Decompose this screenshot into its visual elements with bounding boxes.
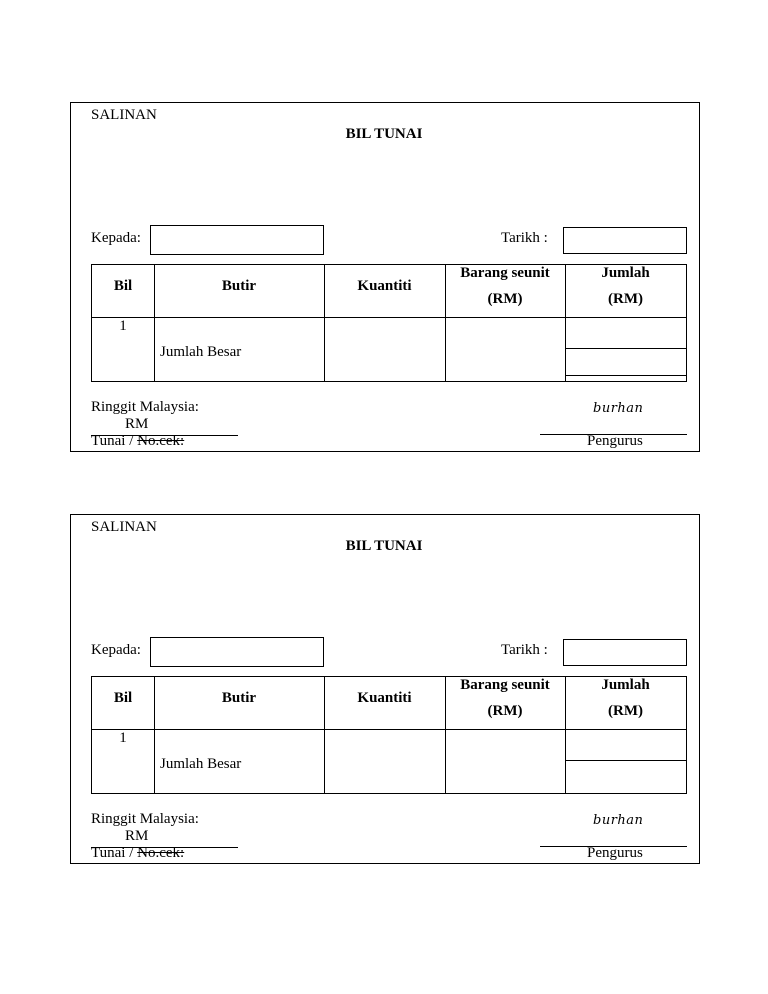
header-butir: Butir xyxy=(221,690,257,706)
ringgit-label: Ringgit Malaysia: xyxy=(91,399,199,415)
header-bil: Bil xyxy=(113,278,133,294)
header-divider xyxy=(92,729,686,730)
header-jumlah: Jumlah xyxy=(601,265,650,281)
header-jumlah: Jumlah xyxy=(601,677,650,693)
signer-title: Pengurus xyxy=(587,433,643,449)
signature: burhan xyxy=(593,401,644,416)
total-divider xyxy=(565,348,686,349)
to-field[interactable] xyxy=(150,637,324,667)
date-label: Tarikh : xyxy=(501,230,548,246)
total-underline xyxy=(565,375,686,376)
payment-cheque-label: No.cek: xyxy=(137,845,185,861)
header-barang-unit: (RM) xyxy=(487,291,523,307)
date-field[interactable] xyxy=(563,227,687,254)
signature: burhan xyxy=(593,813,644,828)
header-bil: Bil xyxy=(113,690,133,706)
copy-label: SALINAN xyxy=(91,107,157,123)
payment-cash-label: Tunai / xyxy=(91,845,134,861)
items-table xyxy=(91,264,687,382)
header-barang-seunit: Barang seunit xyxy=(460,265,550,281)
row-number: 1 xyxy=(119,318,127,334)
to-label: Kepada: xyxy=(91,642,141,658)
payment-method xyxy=(91,845,184,862)
copy-label: SALINAN xyxy=(91,519,157,535)
header-barang-seunit: Barang seunit xyxy=(460,677,550,693)
date-field[interactable] xyxy=(563,639,687,666)
payment-method xyxy=(91,433,184,450)
row-number: 1 xyxy=(119,730,127,746)
items-table xyxy=(91,676,687,794)
bill-title: BIL TUNAI xyxy=(345,538,423,554)
signer-title: Pengurus xyxy=(587,845,643,861)
total-label: Jumlah Besar xyxy=(160,756,242,772)
currency-label: RM xyxy=(125,416,149,432)
cash-bill-1 xyxy=(70,102,700,452)
header-jumlah-unit: (RM) xyxy=(608,703,643,719)
payment-cheque-label: No.cek: xyxy=(137,433,185,449)
header-divider xyxy=(92,317,686,318)
header-jumlah-unit: (RM) xyxy=(608,291,643,307)
header-kuantiti: Kuantiti xyxy=(357,278,412,294)
header-kuantiti: Kuantiti xyxy=(357,690,412,706)
payment-cash-label: Tunai / xyxy=(91,433,134,449)
total-label: Jumlah Besar xyxy=(160,344,242,360)
to-field[interactable] xyxy=(150,225,324,255)
ringgit-label: Ringgit Malaysia: xyxy=(91,811,199,827)
header-butir: Butir xyxy=(221,278,257,294)
total-divider xyxy=(565,760,686,761)
cash-bill-2 xyxy=(70,514,700,864)
bill-title: BIL TUNAI xyxy=(345,126,423,142)
date-label: Tarikh : xyxy=(501,642,548,658)
to-label: Kepada: xyxy=(91,230,141,246)
currency-label: RM xyxy=(125,828,149,844)
header-barang-unit: (RM) xyxy=(487,703,523,719)
